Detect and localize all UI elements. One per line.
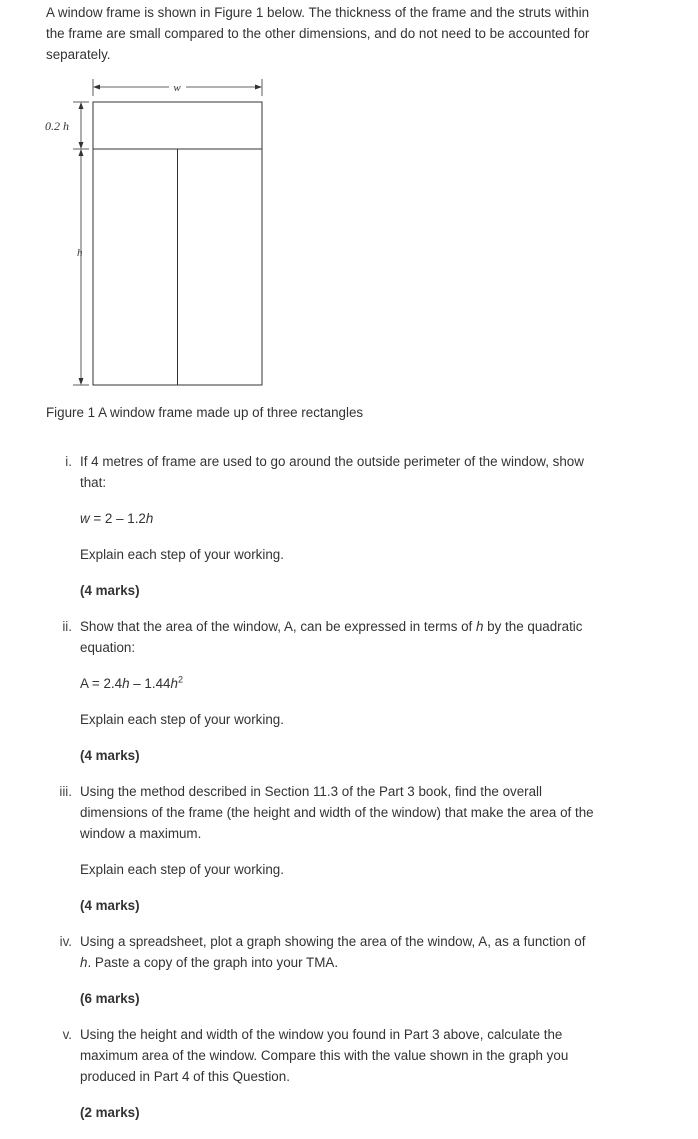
question-text: Using the height and width of the window you found in Part 3 above, calculate the maximum area of the window. Compare this with the value shown in the graph you produced in Part 4 of this Question. [80, 1027, 569, 1084]
marks-label: (2 marks) [80, 1105, 140, 1120]
intro-paragraph: A window frame is shown in Figure 1 below. The thickness of the frame and the struts within the frame are small compared to the other dimensions, and do not need to be accounted for separately. [46, 5, 590, 62]
question-number: iv. [59, 934, 72, 949]
explain-text: Explain each step of your working. [80, 547, 284, 562]
arrow-h-bottom [79, 378, 84, 385]
question-number: ii. [62, 619, 72, 634]
width-arrow-right [255, 85, 262, 90]
question-3 [59, 781, 600, 916]
marks-label: (6 marks) [80, 991, 140, 1006]
height-h-label: h [77, 247, 83, 259]
question-number: iii. [59, 784, 72, 799]
question-5 [62, 1024, 600, 1123]
marks-label: (4 marks) [80, 898, 140, 913]
window-frame-figure [40, 74, 280, 397]
marks-label: (4 marks) [80, 748, 140, 763]
width-arrow-left [93, 85, 100, 90]
question-text: Using a spreadsheet, plot a graph showing the area of the window, A, as a function of h. Paste a copy of the graph into your TMA. [80, 934, 586, 970]
arrow-02h-top [79, 102, 84, 109]
figure-caption: Figure 1 A window frame made up of three rectangles [46, 405, 364, 420]
arrow-02h-bottom [79, 142, 84, 149]
question-1 [65, 451, 600, 601]
marks-label: (4 marks) [80, 583, 140, 598]
window-frame-diagram [40, 74, 280, 394]
question-text: Show that the area of the window, A, can be expressed in terms of h by the quadratic equation: [80, 619, 583, 655]
equation: $A = 2.4h - 1.44h^2$ [80, 674, 183, 691]
height-02h-label: 0.2 h [45, 119, 69, 133]
explain-text: Explain each step of your working. [80, 712, 284, 727]
explain-text: Explain each step of your working. [80, 862, 284, 877]
question-4 [59, 931, 600, 1009]
arrow-h-top [79, 149, 84, 156]
question-2 [62, 616, 600, 766]
question-number: i. [65, 454, 72, 469]
question-number: v. [62, 1027, 72, 1042]
equation: w = 2 – 1.2h [80, 511, 154, 526]
width-label: w [173, 82, 181, 94]
question-text: If 4 metres of frame are used to go around the outside perimeter of the window, show that: [80, 454, 584, 490]
question-text: Using the method described in Section 11.3 of the Part 3 book, find the overall dimensions of the frame (the height and width of the window) that make the area of the window a maximum. [80, 784, 594, 841]
